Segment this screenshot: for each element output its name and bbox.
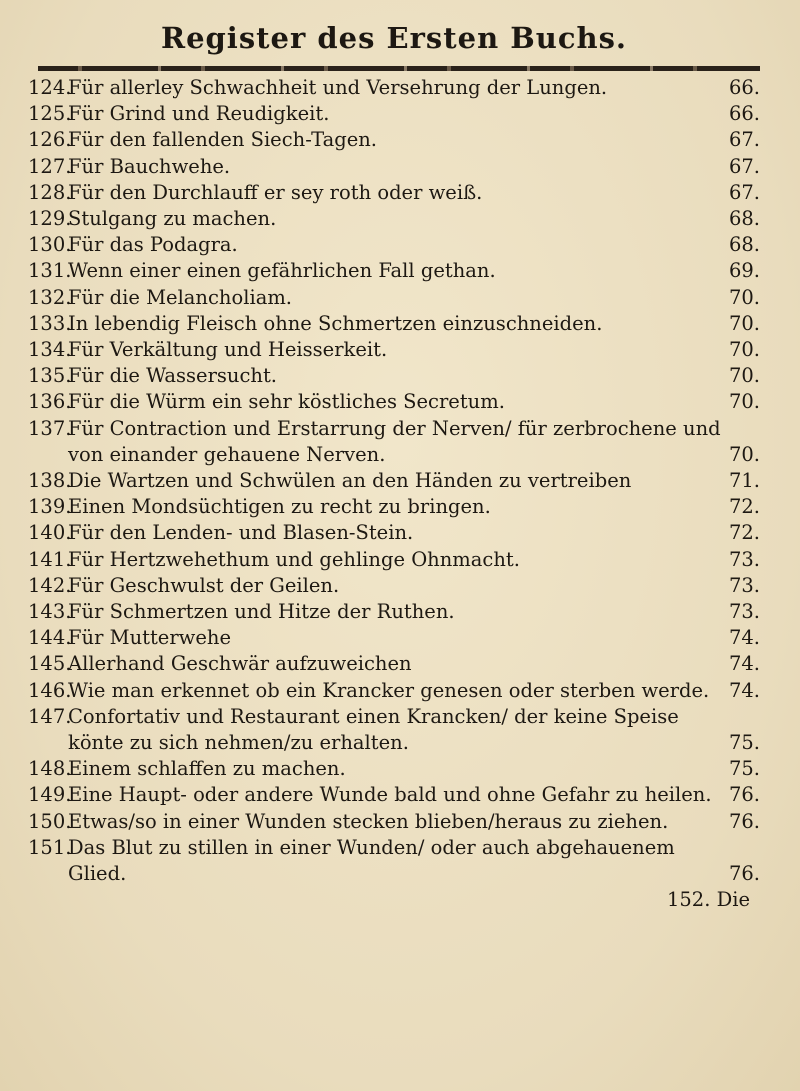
register-entry bbox=[28, 127, 760, 153]
entry-page-number: 72. bbox=[728, 495, 760, 519]
entry-page-number: 76. bbox=[728, 783, 760, 807]
entry-text: Für Geschwulst der Geilen. bbox=[68, 573, 340, 597]
entry-page-number: 76. bbox=[728, 862, 760, 886]
entry-text: Für Verkältung und Heisserkeit. bbox=[68, 338, 388, 362]
entry-page-number: 70. bbox=[728, 442, 760, 466]
entry-page-number: 67. bbox=[728, 128, 760, 152]
entry-number: 126. bbox=[28, 128, 72, 152]
entry-page-number: 75. bbox=[728, 731, 760, 755]
entry-text: Für das Podagra. bbox=[68, 233, 238, 257]
register-entry bbox=[28, 756, 760, 782]
entry-page-number: 76. bbox=[728, 809, 760, 833]
entry-number: 137. bbox=[28, 416, 72, 440]
entry-text: Eine Haupt- oder andere Wunde bald und ohne Gefahr zu heilen. bbox=[68, 783, 712, 807]
entry-number: 128. bbox=[28, 180, 72, 204]
entry-number: 145. bbox=[28, 652, 72, 676]
entry-text: Allerhand Geschwär aufzuweichen bbox=[68, 652, 412, 676]
entry-number: 151. bbox=[28, 835, 72, 859]
entry-page-number: 67. bbox=[728, 180, 760, 204]
entry-number: 150. bbox=[28, 809, 72, 833]
register-entry bbox=[28, 809, 760, 835]
catchword: 152. Die bbox=[666, 888, 750, 912]
register-entry bbox=[28, 704, 760, 756]
register-entry bbox=[28, 599, 760, 625]
entry-page-number: 70. bbox=[728, 285, 760, 309]
entry-number: 130. bbox=[28, 233, 72, 257]
entry-page-number: 70. bbox=[728, 311, 760, 335]
entry-page-number: 74. bbox=[728, 678, 760, 702]
entry-number: 149. bbox=[28, 783, 72, 807]
entry-text: Für Contraction und Erstarrung der Nerven/ für zerbrochene und von einander gehauene Nerven. bbox=[68, 416, 721, 466]
entry-text: Confortativ und Restaurant einen Krancken/ der keine Speise könte zu sich nehmen/zu erhalten. bbox=[68, 704, 679, 755]
entry-number: 147. bbox=[28, 704, 72, 728]
entry-text: Stulgang zu machen. bbox=[68, 207, 277, 231]
entry-text: Für Bauchwehe. bbox=[68, 154, 231, 178]
entry-number: 124. bbox=[28, 76, 72, 99]
entry-text: In lebendig Fleisch ohne Schmertzen einzuschneiden. bbox=[68, 311, 603, 335]
entry-page-number: 71. bbox=[728, 469, 760, 493]
register-entry bbox=[28, 75, 760, 101]
register-entry bbox=[28, 206, 760, 232]
entry-text: Für allerley Schwachheit und Versehrung der Lungen. bbox=[68, 76, 608, 99]
entry-page-number: 74. bbox=[728, 626, 760, 650]
entry-text: Für die Würm ein sehr köstliches Secretum. bbox=[68, 390, 505, 414]
entry-page-number: 70. bbox=[728, 390, 760, 414]
register-entry bbox=[28, 101, 760, 127]
entry-text: Für Hertzwehethum und gehlinge Ohnmacht. bbox=[68, 547, 520, 571]
entry-text: Für Grind und Reudigkeit. bbox=[68, 102, 330, 126]
entry-page-number: 69. bbox=[728, 259, 760, 283]
entry-page-number: 68. bbox=[728, 207, 760, 231]
register-entry bbox=[28, 547, 760, 573]
register-entry bbox=[28, 337, 760, 363]
entry-page-number: 73. bbox=[728, 600, 760, 624]
register-entry bbox=[28, 625, 760, 651]
entry-text: Für Mutterwehe bbox=[68, 626, 231, 650]
register-entry bbox=[28, 678, 760, 704]
entry-number: 131. bbox=[28, 259, 72, 283]
page-title: Register des Ersten Buchs. bbox=[160, 21, 628, 55]
entry-number: 135. bbox=[28, 364, 72, 388]
register-entry bbox=[28, 154, 760, 180]
register-entry bbox=[28, 651, 760, 677]
entry-number: 142. bbox=[28, 573, 72, 597]
entry-text: Einen Mondsüchtigen zu recht zu bringen. bbox=[68, 495, 491, 519]
entry-number: 138. bbox=[28, 469, 72, 493]
register-entry bbox=[28, 782, 760, 808]
entry-page-number: 66. bbox=[728, 76, 760, 99]
entry-text: Für die Melancholiam. bbox=[68, 285, 293, 309]
register-entry bbox=[28, 520, 760, 546]
register-entry bbox=[28, 835, 760, 887]
entry-number: 127. bbox=[28, 154, 72, 178]
entry-text: Für den Lenden- und Blasen-Stein. bbox=[68, 521, 414, 545]
entry-page-number: 72. bbox=[728, 521, 760, 545]
register-entry bbox=[28, 416, 760, 468]
register-entry bbox=[28, 494, 760, 520]
entry-text: Für den fallenden Siech-Tagen. bbox=[68, 128, 377, 152]
register-entry bbox=[28, 389, 760, 415]
entry-page-number: 67. bbox=[728, 154, 760, 178]
entry-number: 146. bbox=[28, 678, 72, 702]
entry-number: 148. bbox=[28, 757, 72, 781]
register-entry bbox=[28, 285, 760, 311]
entry-page-number: 73. bbox=[728, 547, 760, 571]
entry-number: 133. bbox=[28, 311, 72, 335]
header-rule bbox=[38, 66, 760, 71]
entry-page-number: 73. bbox=[728, 573, 760, 597]
entry-page-number: 68. bbox=[728, 233, 760, 257]
register-entry bbox=[28, 363, 760, 389]
entry-number: 139. bbox=[28, 495, 72, 519]
entry-page-number: 74. bbox=[728, 652, 760, 676]
entry-text: Wie man erkennet ob ein Krancker genesen oder sterben werde. bbox=[68, 678, 710, 702]
entry-text: Einem schlaffen zu machen. bbox=[68, 757, 346, 781]
entry-text: Wenn einer einen gefährlichen Fall gethan. bbox=[68, 259, 496, 283]
register-entry bbox=[28, 311, 760, 337]
register-entry bbox=[28, 258, 760, 284]
register-entry bbox=[28, 180, 760, 206]
entry-number: 144. bbox=[28, 626, 72, 650]
entry-number: 140. bbox=[28, 521, 72, 545]
entry-number: 141. bbox=[28, 547, 72, 571]
entry-text: Für die Wassersucht. bbox=[68, 364, 277, 388]
entry-text: Das Blut zu stillen in einer Wunden/ oder auch abgehauenem Glied. bbox=[68, 835, 675, 886]
entry-number: 129. bbox=[28, 207, 72, 231]
register-entry bbox=[28, 573, 760, 599]
register-list bbox=[28, 75, 760, 887]
entry-number: 125. bbox=[28, 102, 72, 126]
entry-text: Für Schmertzen und Hitze der Ruthen. bbox=[68, 600, 455, 624]
entry-page-number: 70. bbox=[728, 338, 760, 362]
entry-page-number: 66. bbox=[728, 102, 760, 126]
entry-number: 136. bbox=[28, 390, 72, 414]
register-entry bbox=[28, 468, 760, 494]
entry-page-number: 75. bbox=[728, 757, 760, 781]
entry-number: 143. bbox=[28, 600, 72, 624]
entry-page-number: 70. bbox=[728, 364, 760, 388]
entry-text: Für den Durchlauff er sey roth oder weiß. bbox=[68, 180, 483, 204]
entry-text: Die Wartzen und Schwülen an den Händen zu vertreiben bbox=[68, 469, 632, 493]
entry-number: 132. bbox=[28, 285, 72, 309]
register-entry bbox=[28, 232, 760, 258]
entry-text: Etwas/so in einer Wunden stecken blieben/heraus zu ziehen. bbox=[68, 809, 669, 833]
entry-number: 134. bbox=[28, 338, 72, 362]
